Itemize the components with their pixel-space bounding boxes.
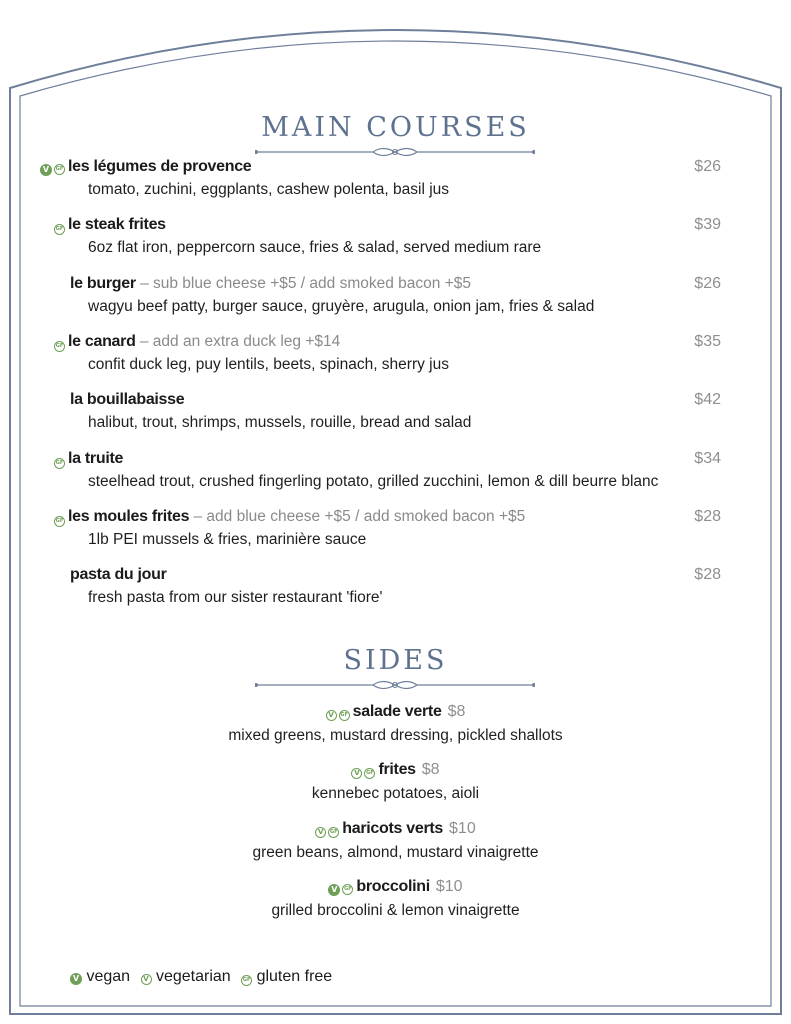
menu-item-price: $28 xyxy=(694,566,721,584)
side-item xyxy=(0,761,791,803)
vegan-icon: V xyxy=(328,884,340,896)
gluten-free-icon: GF xyxy=(54,516,65,527)
vegan-icon: V xyxy=(40,164,52,176)
side-item-price: $10 xyxy=(435,877,463,895)
menu-item-price: $26 xyxy=(694,274,721,292)
side-item-description: green beans, almond, mustard vinaigrette xyxy=(252,843,539,861)
menu-item-description: confit duck leg, puy lentils, beets, spinach, sherry jus xyxy=(88,355,449,373)
menu-item-heading xyxy=(70,566,167,584)
menu-item-name: les légumes de provence xyxy=(68,158,252,175)
menu-item-name: le burger xyxy=(70,274,136,292)
side-item-name: salade verte xyxy=(352,703,442,720)
menu-item-price: $34 xyxy=(694,449,721,467)
side-item-price: $10 xyxy=(449,819,476,837)
menu-item-name: le canard xyxy=(68,332,136,350)
menu-item-description: 1lb PEI mussels & fries, marinière sauce xyxy=(88,530,367,548)
dietary-icons xyxy=(40,164,65,176)
vegetarian-icon: V xyxy=(326,710,337,721)
menu-item-name: pasta du jour xyxy=(70,566,167,584)
side-item-heading xyxy=(0,703,791,721)
gluten-free-icon: GF xyxy=(54,164,65,175)
side-item-description: grilled broccolini & lemon vinaigrette xyxy=(271,901,520,919)
main-courses-ornament xyxy=(255,145,535,159)
gluten-free-icon: GF xyxy=(339,710,350,721)
side-item-price: $8 xyxy=(447,703,466,720)
legend-gluten-free-label: gluten free xyxy=(256,968,333,985)
menu-item-heading xyxy=(70,391,184,409)
gluten-free-icon: GF xyxy=(54,224,65,235)
side-item-name: frites xyxy=(378,761,416,779)
dietary-icons xyxy=(54,341,65,352)
menu-item-description: wagyu beef patty, burger sauce, gruyère, arugula, onion jam, fries & salad xyxy=(88,297,595,315)
menu-item-heading xyxy=(54,508,525,527)
sides-title: SIDES xyxy=(343,645,448,676)
menu-item-name: la bouillabaisse xyxy=(70,391,185,409)
dietary-icons xyxy=(54,224,65,235)
legend-vegetarian-label: vegetarian xyxy=(155,968,231,985)
menu-item-heading xyxy=(70,275,471,293)
side-item xyxy=(0,820,791,862)
menu-item-addon: – add blue cheese +$5 / add smoked bacon +$5 xyxy=(189,507,526,525)
menu-item-name: les moules frites xyxy=(68,507,190,525)
menu-item-name: le steak frites xyxy=(68,216,166,234)
vegetarian-icon: V xyxy=(315,827,326,838)
menu-item-description: tomato, zuchini, eggplants, cashew polenta, basil jus xyxy=(88,181,450,198)
menu-item-heading xyxy=(54,216,166,235)
menu-item-heading xyxy=(40,158,251,176)
dietary-icons xyxy=(328,884,353,896)
menu-item-description: halibut, trout, shrimps, mussels, rouille, bread and salad xyxy=(88,414,472,432)
side-item-description: mixed greens, mustard dressing, pickled shallots xyxy=(228,727,563,744)
menu-item-price: $42 xyxy=(694,391,721,409)
dietary-icons xyxy=(351,768,375,779)
dietary-icons xyxy=(326,710,350,721)
menu-item-price: $35 xyxy=(694,332,721,350)
main-courses-title: MAIN COURSES xyxy=(261,112,530,143)
vegetarian-icon: V xyxy=(351,768,362,779)
side-item-price: $8 xyxy=(421,761,440,779)
gluten-free-icon: GF xyxy=(241,975,252,986)
gluten-free-icon: GF xyxy=(342,884,353,895)
dietary-icons xyxy=(315,827,339,838)
vegetarian-icon: V xyxy=(141,974,152,985)
dietary-icons xyxy=(54,458,65,469)
gluten-free-icon: GF xyxy=(54,341,65,352)
gluten-free-icon: GF xyxy=(328,827,339,838)
side-item-heading xyxy=(0,820,791,838)
gluten-free-icon: GF xyxy=(364,768,375,779)
menu-item-price: $39 xyxy=(694,216,721,234)
side-item-name: broccolini xyxy=(356,877,430,895)
menu-item-description: 6oz flat iron, peppercorn sauce, fries & salad, served medium rare xyxy=(88,239,542,257)
menu-item-heading xyxy=(54,333,340,352)
side-item xyxy=(0,703,791,745)
side-item-name: haricots verts xyxy=(342,819,444,837)
menu-item-addon: – sub blue cheese +$5 / add smoked bacon +$5 xyxy=(135,274,471,292)
menu-item-price: $28 xyxy=(694,507,721,525)
sides-ornament xyxy=(255,678,535,692)
menu-item-heading xyxy=(54,450,123,469)
vegan-icon: V xyxy=(70,973,82,985)
menu-item-description: steelhead trout, crushed fingerling potato, grilled zucchini, lemon & dill beurre blanc xyxy=(88,472,659,490)
menu-item-addon: – add an extra duck leg +$14 xyxy=(135,332,341,350)
dietary-icons xyxy=(54,516,65,527)
gluten-free-icon: GF xyxy=(54,458,65,469)
legend-vegan-label: vegan xyxy=(86,968,131,985)
dietary-legend xyxy=(70,968,338,986)
side-item-heading xyxy=(0,761,791,779)
menu-item-description: fresh pasta from our sister restaurant 'fiore' xyxy=(88,589,383,607)
menu-item-price: $26 xyxy=(694,158,721,175)
side-item-heading xyxy=(0,878,791,896)
side-item-description: kennebec potatoes, aioli xyxy=(311,785,480,803)
menu-item-name: la truite xyxy=(68,449,124,467)
side-item xyxy=(0,878,791,920)
